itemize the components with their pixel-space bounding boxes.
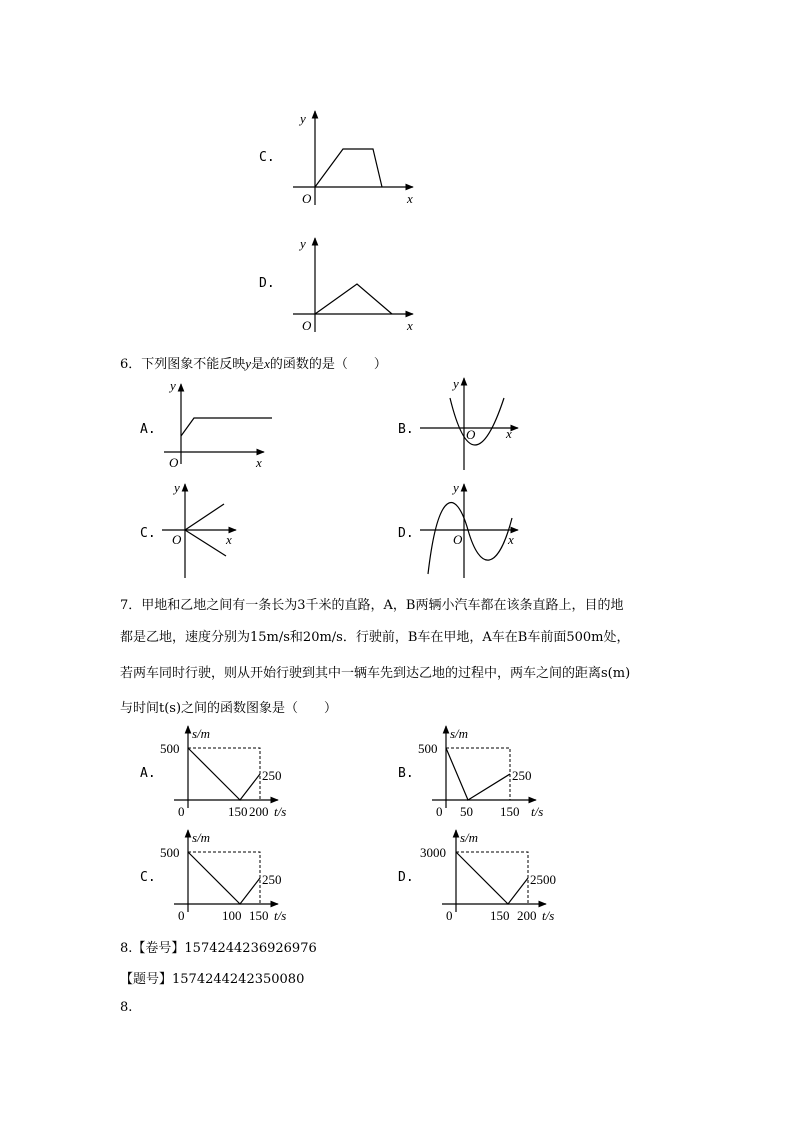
x-axis-label: t/s	[531, 804, 544, 819]
x-axis-label: x	[508, 532, 514, 547]
option-d-label: D.	[259, 276, 275, 291]
distance-line	[456, 852, 528, 904]
q6-option-c-label: C.	[140, 526, 156, 541]
q6-option-b-label: B.	[398, 422, 414, 437]
origin-label: 0	[436, 804, 443, 819]
q7-line-4: 与时间t(s)之间的函数图象是（ ）	[120, 701, 338, 716]
y-start-label: 3000	[420, 845, 446, 860]
y-axis-label: y	[453, 480, 459, 495]
x1-label: 150	[228, 804, 248, 819]
y-end-label: 250	[262, 872, 282, 887]
y-axis-label: y	[300, 236, 306, 251]
q7-line-3: 若两车同时行驶，则从开始行驶到其中一辆车先到达乙地的过程中，两车之间的距离s(m)	[120, 666, 631, 681]
y-end-label: 250	[512, 768, 532, 783]
y-end-label: 2500	[530, 872, 556, 887]
triangle-curve	[315, 284, 392, 314]
y-start-label: 500	[160, 741, 180, 756]
q7-graph-a	[160, 722, 300, 822]
dashed-guide	[188, 748, 260, 800]
graph-prev-c	[285, 105, 425, 210]
y-axis-label: s/m	[460, 830, 479, 845]
upper-ray	[185, 504, 224, 530]
trapezoid-curve	[315, 149, 382, 187]
q6-graph-b	[418, 372, 528, 472]
y-start-label: 500	[418, 741, 438, 756]
x-axis-label: t/s	[274, 908, 287, 923]
graph-prev-d	[285, 232, 425, 337]
q8-paper-number: 8.【卷号】1574244236926976	[120, 941, 317, 956]
y-axis-label: y	[170, 378, 176, 393]
q7-graph-d	[418, 826, 568, 926]
distance-line	[446, 748, 510, 800]
origin-label: 0	[178, 908, 185, 923]
x-axis-label: x	[407, 318, 413, 333]
x1-label: 100	[222, 908, 242, 923]
option-c-label: C.	[259, 150, 275, 165]
q7-option-b-label: B.	[398, 766, 414, 781]
origin-label: O	[302, 191, 312, 206]
y-axis-label: s/m	[450, 726, 469, 741]
q6-graph-c	[160, 478, 250, 580]
dashed-guide	[446, 748, 510, 800]
x-axis-label: x	[407, 191, 413, 206]
q7-option-a-label: A.	[140, 766, 156, 781]
y-end-label: 250	[262, 768, 282, 783]
x2-label: 200	[517, 908, 537, 923]
q7-option-d-label: D.	[398, 870, 414, 885]
origin-label: 0	[178, 804, 185, 819]
x1-label: 50	[460, 804, 473, 819]
x2-label: 150	[500, 804, 520, 819]
y-axis-label: s/m	[192, 726, 211, 741]
origin-label: O	[172, 532, 182, 547]
y-axis-label: y	[174, 480, 180, 495]
x-axis-label: t/s	[542, 908, 555, 923]
distance-line	[188, 748, 260, 800]
q7-option-c-label: C.	[140, 870, 156, 885]
x1-label: 150	[490, 908, 510, 923]
x-axis-label: x	[506, 426, 512, 441]
q6-option-a-label: A.	[140, 422, 156, 437]
x-axis-label: t/s	[274, 804, 287, 819]
q7-graph-c	[160, 826, 300, 926]
q7-line-1: 7．甲地和乙地之间有一条长为3千米的直路，A，B两辆小汽车都在该条直路上，目的地	[120, 598, 624, 613]
origin-label: O	[302, 318, 312, 333]
step-curve	[181, 418, 272, 436]
y-start-label: 500	[160, 845, 180, 860]
distance-line	[188, 852, 260, 904]
q6-graph-d	[418, 478, 528, 580]
q8-stem: 8.	[120, 1000, 133, 1015]
q7-line-2: 都是乙地，速度分别为15m/s和20m/s．行驶前，B车在甲地，A车在B车前面500m处，	[120, 630, 630, 645]
y-axis-label: y	[453, 376, 459, 391]
dashed-guide	[456, 852, 528, 904]
y-axis-label: s/m	[192, 830, 211, 845]
q7-graph-b	[418, 722, 558, 822]
q8-question-number: 【题号】1574244242350080	[120, 972, 305, 987]
parabola-curve	[450, 398, 504, 445]
x-axis-label: x	[226, 532, 232, 547]
x2-label: 150	[249, 908, 269, 923]
q6-stem: 6．下列图象不能反映y是x的函数的是（ ）	[120, 356, 387, 372]
q6-graph-a	[160, 378, 280, 468]
y-axis-label: y	[300, 111, 306, 126]
lower-ray	[185, 530, 226, 556]
origin-label: O	[453, 532, 463, 547]
origin-label: O	[169, 455, 179, 470]
x-axis-label: x	[256, 455, 262, 470]
origin-label: O	[466, 427, 476, 442]
q6-option-d-label: D.	[398, 526, 414, 541]
dashed-guide	[188, 852, 260, 904]
cubic-curve	[428, 503, 512, 574]
origin-label: 0	[446, 908, 453, 923]
x2-label: 200	[249, 804, 269, 819]
